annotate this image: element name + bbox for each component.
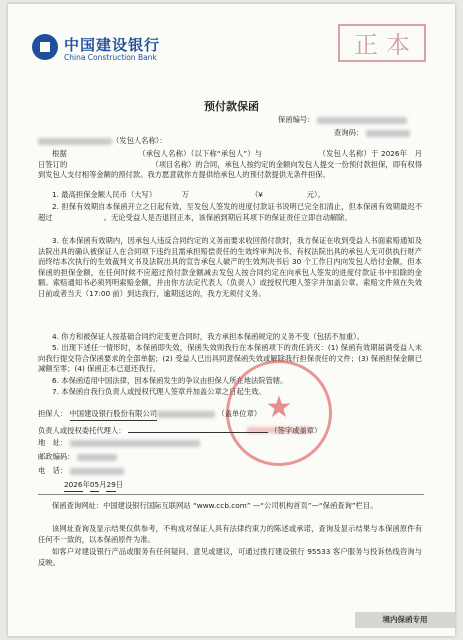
phone-line — [38, 466, 124, 477]
phone-label: 电 话： — [38, 466, 68, 475]
addressee — [38, 136, 167, 147]
note-hotline: 如客户对建设银行产品或服务有任何疑问、意见或建议，可通过拨打建设银行 95533 客户服务与投诉热线咨询与反映。 — [38, 547, 422, 567]
document-title: 预付款保函 — [204, 100, 259, 113]
address-label: 地 址： — [38, 438, 68, 447]
guarantee-document — [8, 4, 455, 636]
guarantee-no-redacted — [317, 117, 407, 124]
clause-6: 6. 本保函适用中国法律，因本保函发生的争议由担保人所在地法院管辖。 — [52, 376, 288, 385]
note-query-site: 保函查询网址：中国建设银行国际互联网站 “www.ccb.com” —“公司机构首页”—“保函查询”栏目。 — [52, 501, 378, 510]
clause-2: 2. 担保有效期自本保函开立之日起有效，至发包人签发的进度付款证书说明已完全扣清止，但本保函有效期最迟不超过 。无论受益人是否退回正本，该保函到期后其项下的保证责任立即自动解除。 — [38, 202, 422, 222]
postcode-label: 邮政编码： — [38, 452, 75, 461]
query-code-label: 查询码： — [334, 128, 364, 137]
signature-hint: （签字或盖章） — [270, 426, 322, 435]
representative-line — [38, 424, 321, 437]
clause-3: 3. 在本保函有效期内，因承包人违反合同约定的义务而要求收回预付款时，我方保证在收到受益人书面索赔通知及法院出具的确认被保证人在合同项下违约且需承担赔偿责任的生效终审判决书、有权法院出具的承包人无可供执行财产而终结本次执行的生效裁判文书及法院出具的宣告承包人破产的生效判决书后 30 个工作日内向发包人给付金额，但本保函的担保金额，在任何时候不应超过预付款金额减去发包人按合同约定在向承包人签发的进度付款证书中扣除的金额。索赔通知书必须列明索赔金额，并由你方法定代表人（负责人）或授权代理人签字并加盖公章。索赔文件须在失效日前或者当天（17:00 前）到达我行，逾期送达的，我方无须付义务。 — [38, 236, 422, 298]
representative-label: 负责人或授权委托代理人： — [38, 426, 126, 435]
phone-redacted — [70, 468, 124, 475]
bank-name-en: China Construction Bank — [64, 53, 157, 62]
postcode-line — [38, 452, 117, 463]
month-char: 月 — [99, 480, 107, 489]
seal-star-icon: ★ — [265, 390, 293, 425]
address-line — [38, 438, 200, 449]
guarantee-no — [278, 115, 407, 126]
guarantor-label: 担保人： — [38, 409, 68, 418]
clause-5: 5. 出现下述任一情形时，本保函即失效，保函失效则我行在本保函项下的责任消灭：(1) 保函有效期届满受益人未向我行提交符合保函要求的全部单据；(2) 受益人已出具同意保函失效或解除我行担保责任的文件；(3) 保函担保金额已减额至零；(4) 保函正本已退还我行。 — [38, 343, 422, 374]
intro-paragraph: 根据 （承包人名称）（以下称“承包人”）与 （发包人名称）于 2026年 月 日签订的 （项目名称）的合同，承包人按约定的金额向发包人提交一份预付款担保，即有权得到发包人支付相等金额的预付款。我方愿意就你方提供给承包人的预付款提供无条件担保。 — [38, 149, 430, 180]
address-redacted — [70, 440, 200, 447]
guarantor-value: 中国建设银行股份有限公司 — [70, 409, 158, 421]
representative-underline — [128, 424, 268, 433]
clause-4: 4. 你方和被保证人按基础合同约定变更合同时，我方承担本保函规定的义务不变（包括不加重）。 — [52, 332, 365, 341]
notes-divider — [38, 494, 424, 495]
addressee-redacted — [38, 138, 112, 145]
original-stamp: 正本 — [338, 24, 426, 62]
addressee-label: （发包人名称）： — [112, 136, 167, 145]
guarantor-branch-redacted — [157, 411, 215, 418]
query-code-redacted — [366, 130, 410, 137]
domestic-guarantee-label: 境内保函专用 — [355, 612, 455, 628]
clause-7: 7. 本保函自我行负责人或授权代理人签章并加盖公章之日起生效。 — [52, 387, 266, 396]
query-code — [334, 128, 410, 139]
day-char: 日 — [115, 480, 124, 489]
date-day: 29 — [106, 480, 115, 492]
guarantor-seal-hint: （盖单位章） — [217, 409, 262, 418]
issue-date — [64, 480, 123, 492]
date-month: 05 — [90, 480, 99, 492]
guarantor-line — [38, 409, 261, 421]
year-char: 年 — [82, 480, 90, 489]
bank-name-cn: 中国建设银行 — [64, 36, 161, 54]
ccb-logo-icon — [32, 34, 58, 60]
note-disclaimer: 该网址查询及显示结果仅供参考，不构成对保证人具有法律约束力的陈述或承诺，查询及显示结果与本保函原件有任何不一致的，以本保函原件为准。 — [38, 524, 422, 544]
guarantee-no-label: 保函编号： — [278, 115, 315, 124]
postcode-redacted — [77, 454, 117, 461]
clause-1: 1. 最高担保金额人民币（大写） 万 （¥ 元）。 — [52, 190, 325, 199]
date-year: 2026 — [64, 480, 83, 492]
